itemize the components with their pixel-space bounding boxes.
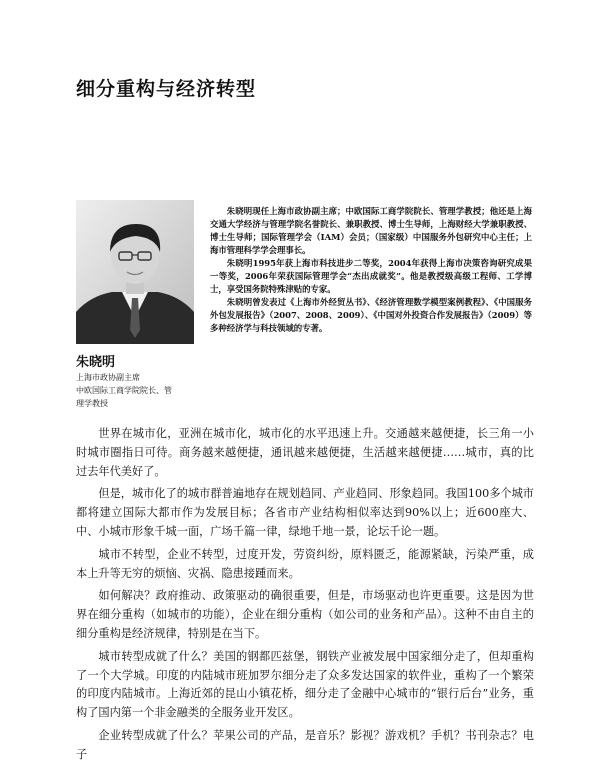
author-title-line: 中欧国际工商学院院长、管 [76, 386, 172, 395]
body-paragraph: 但是，城市化了的城市群普遍地存在规划趋同、产业趋同、形象趋同。我国100多个城市都将建立国际大都市作为发展目标；各省市产业结构相似率达到90%以上；近600座大、中、小城市形象千城一面，广场千篇一律，绿地千地一景，论坛千论一题。 [76, 487, 534, 538]
author-portrait [76, 200, 194, 344]
bio-paragraph: 朱晓明1995年获上海市科技进步二等奖，2004年获得上海市决策咨询研究成果一等奖，2006年荣获国际管理学会“杰出成就奖”。他是教授级高级工程师、工学博士，享受国务院特殊津贴的专家。 [210, 258, 532, 294]
author-bio [210, 205, 532, 335]
body-paragraph: 世界在城市化，亚洲在城市化，城市化的水平迅速上升。交通越来越便捷，长三角一小时城市圈指日可待。商务越来越便捷，通讯越来越便捷，生活越来越便捷……城市，真的比过去年代美好了。 [76, 427, 534, 478]
body-paragraph: 城市转型成就了什么？美国的钢都匹兹堡，钢铁产业被发展中国家细分走了，但却重构了一个大学城。印度的内陆城市班加罗尔细分走了众多发达国家的软件业，重构了一个繁荣的印度内陆城市。上海近郊的昆山小镇花桥，细分走了金融中心城市的“银行后台”业务，重构了国内第一个非金融类的全服务业开发区。 [76, 649, 534, 720]
body-paragraph: 城市不转型，企业不转型，过度开发，劳资纠纷，原料匮乏，能源紧缺，污染严重，成本上升等无穷的烦恼、灾祸、隐患接踵而来。 [76, 547, 534, 580]
author-portrait-graphic [76, 200, 194, 344]
body-paragraph: 企业转型成就了什么？苹果公司的产品，是音乐？影视？游戏机？手机？书刊杂志？电子 [76, 728, 534, 761]
author-titles [76, 371, 196, 410]
author-title-line: 理学教授 [76, 399, 108, 408]
bio-paragraph: 朱晓明现任上海市政协副主席；中欧国际工商学院院长、管理学教授；他还是上海交通大学经济与管理学院名誉院长、兼职教授、博士生导师，上海财经大学兼职教授、博士生导师；国际管理学会（IAM）会员；（国家级）中国服务外包研究中心主任；上海市管理科学学会理事长。 [210, 206, 532, 255]
author-title-line: 上海市政协副主席 [76, 373, 140, 382]
body-paragraph: 如何解决？政府推动、政策驱动的确很重要，但是，市场驱动也许更重要。这是因为世界在细分重构（如城市的功能），企业在细分重构（如公司的业务和产品）。这种不由自主的细分重构是经济规律，特别是在当下。 [76, 589, 534, 640]
article-body [76, 425, 534, 769]
page-title: 细分重构与经济转型 [76, 78, 257, 100]
author-name: 朱晓明 [76, 355, 116, 370]
bio-paragraph: 朱晓明曾发表过《上海市外经贸丛书》、《经济管理数学模型案例教程》、《中国服务外包发展报告》（2007、2008、2009）、《中国对外投资合作发展报告》（2009）等多种经济学与科技领域的专著。 [210, 297, 532, 333]
